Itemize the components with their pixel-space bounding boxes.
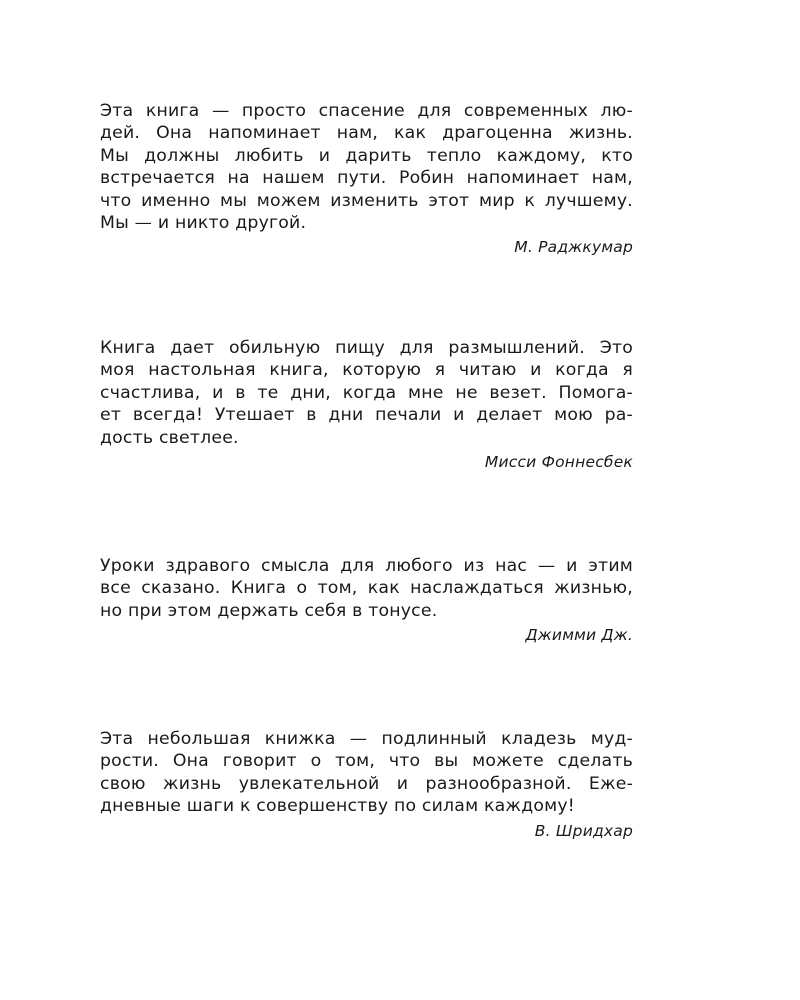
quote-text-line: дость светлее. (100, 427, 239, 448)
quote-text-line: Эта небольшая книжка — подлинный кладезь муд- (100, 729, 633, 749)
testimonial-quote (100, 100, 633, 257)
quote-text-line: ет всегда! Утешает в дни печали и делает мою ра- (100, 405, 633, 426)
testimonial-quote (100, 728, 633, 841)
quote-text-line: Книга дает обильную пищу для размышлений. Это (100, 338, 633, 358)
quote-text-line: Эта книга — просто спасение для современных лю- (100, 101, 633, 121)
quote-text-line: Уроки здравого смысла для любого из нас — и этим (100, 556, 633, 576)
quote-text-line: но при этом держать себя в тонусе. (100, 600, 438, 621)
quote-author: М. Раджкумар (514, 238, 633, 257)
quote-text-line: моя настольная книга, которую я читаю и когда я (100, 360, 633, 381)
quote-author: Мисси Фоннесбек (484, 452, 633, 471)
quote-text-line: рости. Она говорит о том, что вы можете сделать (100, 751, 633, 772)
quote-text-line: встречается на нашем пути. Робин напоминает нам, (100, 168, 633, 189)
testimonial-quote (100, 337, 633, 472)
quote-author: Джимми Дж. (525, 626, 633, 645)
quote-text-line: дей. Она напоминает нам, как драгоценна жизнь. (100, 123, 633, 144)
quote-text-line: счастлива, и в те дни, когда мне не везет. Помога- (100, 382, 633, 403)
quote-text-line: все сказано. Книга о том, как наслаждаться жизнью, (100, 578, 633, 599)
quote-text-line: дневные шаги к совершенству по силам каждому! (100, 796, 575, 817)
quote-text-line: что именно мы можем изменить этот мир к лучшему. (100, 190, 633, 211)
quote-text-line: Мы — и никто другой. (100, 212, 307, 233)
quote-author: В. Шридхар (534, 821, 633, 840)
quote-text-line: Мы должны любить и дарить тепло каждому, кто (100, 145, 633, 166)
quote-text-line: свою жизнь увлекательной и разнообразной. Еже- (100, 773, 633, 794)
testimonial-quote (100, 555, 633, 645)
